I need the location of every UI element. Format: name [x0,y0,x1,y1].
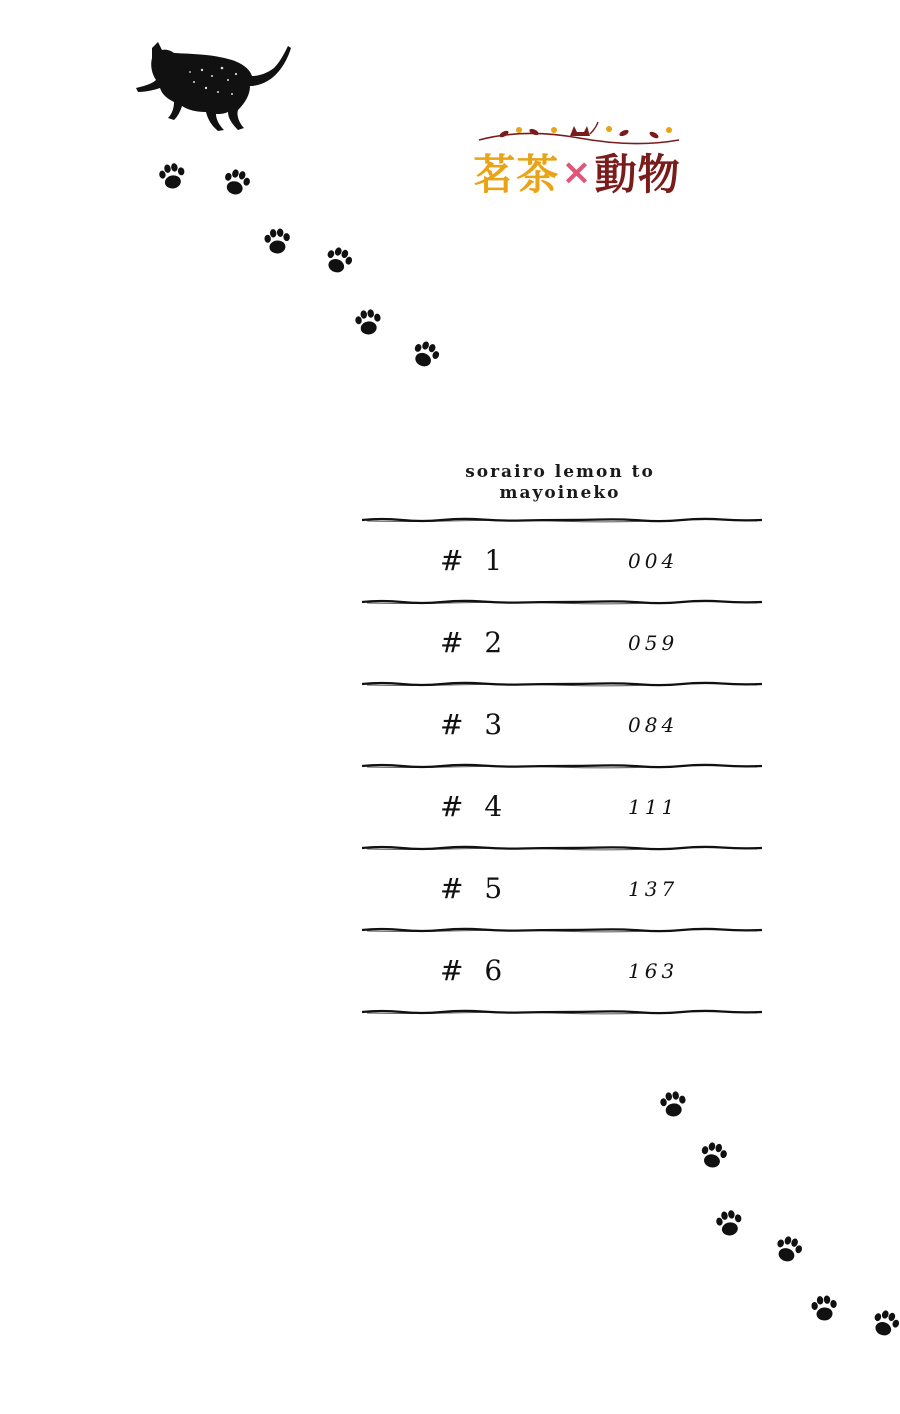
divider [362,679,762,689]
series-logo [452,118,702,210]
chapter-number: # 4 [440,790,509,823]
subtitle-line-1: sorairo lemon to [465,462,655,482]
divider [362,1007,762,1017]
divider [362,761,762,771]
page-number: 111 [628,795,679,819]
toc-row[interactable] [362,525,762,597]
page-number: 084 [628,713,679,737]
chapter-number: # 3 [440,708,509,741]
divider [362,843,762,853]
paw-print-icon [261,226,294,259]
paw-print-icon [218,165,255,202]
chapter-number: # 2 [440,626,509,659]
paw-print-icon [808,1293,841,1326]
paw-print-icon [351,306,385,340]
paw-print-icon [712,1207,747,1242]
divider [362,597,762,607]
toc-row[interactable] [362,689,762,761]
table-of-contents [362,515,762,1017]
paw-print-icon [769,1231,807,1269]
cat-silhouette-icon [132,40,297,135]
toc-row[interactable] [362,771,762,843]
logo-cross: × [561,151,593,193]
book-subtitle [400,462,720,504]
logo-text-part2: 動物 [594,150,681,199]
page-number: 059 [628,631,679,655]
subtitle-line-2: mayoineko [499,483,621,503]
page-number: 137 [628,877,679,901]
page-number: 004 [628,549,679,573]
paw-print-icon [155,160,190,195]
chapter-number: # 5 [440,872,509,905]
chapter-number: # 6 [440,954,509,987]
chapter-number: # 1 [440,544,509,577]
paw-print-icon [405,335,444,374]
divider [362,925,762,935]
toc-row[interactable] [362,853,762,925]
page-number: 163 [628,959,679,983]
paw-print-icon [866,1305,900,1343]
paw-print-icon [656,1088,690,1122]
logo-text-part1: 茗茶 [473,150,560,199]
paw-print-icon [319,242,357,280]
toc-row[interactable] [362,935,762,1007]
toc-row[interactable] [362,607,762,679]
divider [362,515,762,525]
paw-print-icon [695,1138,731,1174]
